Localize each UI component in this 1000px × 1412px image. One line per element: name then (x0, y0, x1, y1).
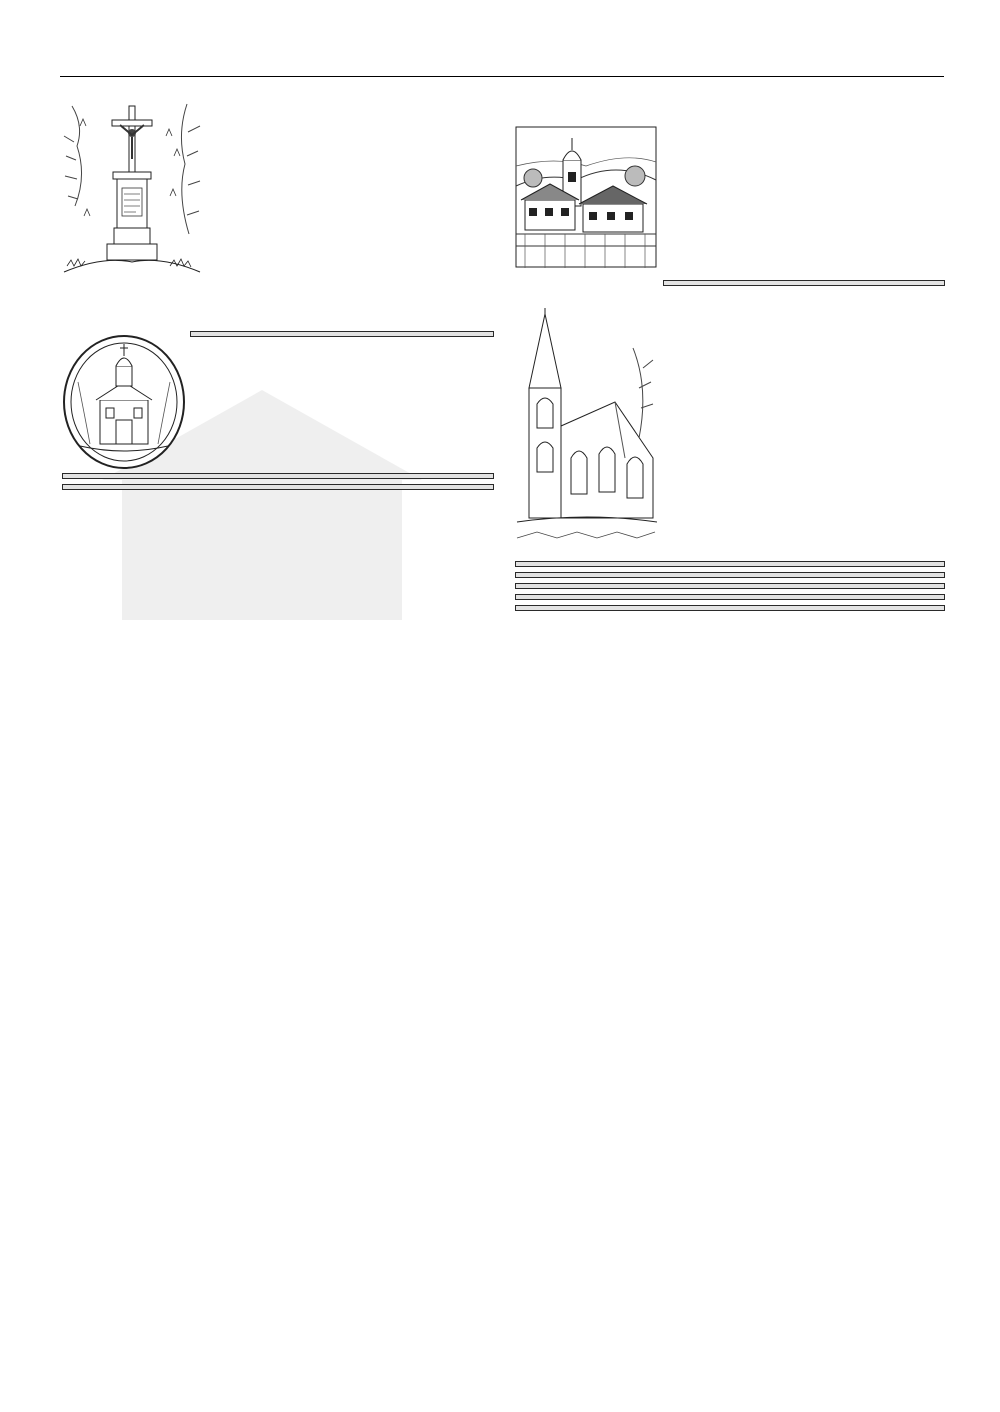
birthday-box (515, 561, 945, 567)
rabersdorf-block (62, 328, 494, 470)
primiswald-congratulations (202, 96, 494, 274)
birthday-box (62, 473, 494, 479)
reigersdorf-block (515, 122, 945, 268)
gothic-church-illustration (515, 308, 657, 558)
birthday-box (663, 280, 945, 286)
birthday-box (515, 594, 945, 600)
header-rule (60, 76, 944, 77)
birthday-box (515, 583, 945, 589)
birthday-box (515, 572, 945, 578)
chapel-badge-illustration (62, 334, 186, 470)
reigersdorf-greeting-block (657, 122, 945, 268)
birthday-box (515, 605, 945, 611)
primiswald-block (62, 96, 494, 274)
reitendorf-text-block (657, 274, 945, 558)
birthday-box (190, 331, 494, 337)
wayside-cross-illustration (62, 96, 202, 274)
rabersdorf-intro-block (186, 328, 494, 470)
reitendorf-block (515, 274, 945, 558)
birthday-box (62, 484, 494, 490)
village-church-illustration (515, 126, 657, 268)
left-column (62, 90, 494, 499)
right-column (515, 90, 945, 616)
